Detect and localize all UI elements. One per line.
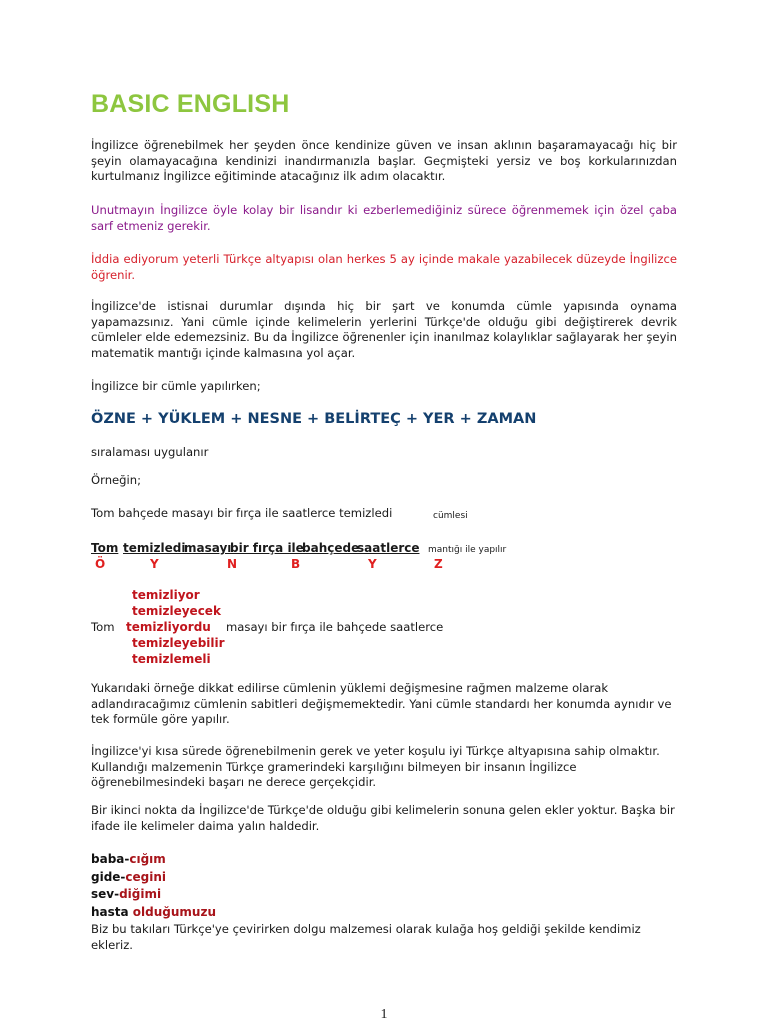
page-title: BASIC ENGLISH [91,90,290,118]
suffix-example: sev-diğimi [91,887,162,901]
example-intro: Örneğin; [91,473,142,487]
example-sentence: Tom bahçede masayı bir fırça ile saatlerce temizledi [91,506,393,520]
closing-paragraph: Biz bu takıları Türkçe'ye çevirirken dolgu malzemesi olarak kulağa hoş geldiği şekilde kendimiz ekleriz. [91,922,641,952]
part-place: bahçede [302,541,360,555]
order-note: sıralaması uygulanır [91,445,209,459]
purple-paragraph: Unutmayın İngilizce öyle kolay bir lisandır ki ezberlemediğiniz sürece öğrenmemek için özel çaba sarf etmeniz gerekir. [91,203,677,233]
example-sentence-note: cümlesi [433,511,468,521]
verb-variant: temizleyebilir [132,636,225,650]
parts-note: mantığı ile yapılır [428,545,507,555]
verb-variant: temizliyor [132,588,200,602]
part-adverb: bir fırça ile [230,541,304,555]
verb-variant-current: temizliyordu [126,620,211,634]
letter-subject: Ö [95,557,106,571]
verb-variant: temizlemeli [132,652,211,666]
prerequisite-paragraph: İngilizce'yi kısa sürede öğrenebilmenin gerek ve yeter koşulu iyi Türkçe altyapısına sahip olmaktır. Kullandığı malzemenin Türkçe gramerindeki karşılığını bilmeyen bir insanın İngilizce öğrenebilmesindeki başarı ne derece gerçekçidir. [91,744,660,790]
variant-subject: Tom [91,620,115,634]
suffix-example: hasta olduğumuzu [91,904,216,919]
suffix-example: baba-cığım [91,852,166,866]
variant-rest: masayı bir fırça ile bahçede saatlerce [226,620,444,634]
letter-place: Y [368,557,377,571]
observation-paragraph: Yukarıdaki örneğe dikkat edilirse cümlenin yüklemi değişmesine rağmen malzeme olarak adlandıracağımız cümlenin sabitleri değişmemektedir. Yani cümle standardı her konumda aynıdır ve tek formüle göre yapılır. [91,681,672,727]
suffix-example: gide-cegini [91,869,167,884]
red-paragraph: İddia ediyorum yeterli Türkçe altyapısı olan herkes 5 ay içinde makale yazabilecek düzeyde İngilizce öğrenir. [91,252,677,282]
structure-paragraph: İngilizce'de istisnai durumlar dışında hiç bir şart ve konumda cümle yapısında oynama yapamazsınız. Yani cümle içinde kelimelerin yerlerini Türkçe'de olduğu gibi değiştirerek devrik cümleler elde edemezsiniz. Bu da İngilizce öğrenenler için inanılmaz kolaylıklar sağlayarak her şeyin matematik mantığı içinde kalmasına yol açar. [91,299,677,360]
sentence-intro: İngilizce bir cümle yapılırken; [91,379,261,393]
letter-verb: Y [150,557,159,571]
part-time: saatlerce [357,541,420,555]
part-object: masayı [184,541,232,555]
verb-variant: temizleyecek [132,604,221,618]
sentence-formula: ÖZNE + YÜKLEM + NESNE + BELİRTEÇ + YER + ZAMAN [91,411,537,427]
suffix-examples [91,850,216,920]
letter-time: Z [434,557,443,571]
letter-object: N [227,557,238,571]
part-subject: Tom [91,541,119,555]
intro-paragraph: İngilizce öğrenebilmek her şeyden önce kendinize güven ve insan aklının başaramayacağı hiç bir şeyin olamayacağına kendinizi inandırmanızla başlar. Geçmişteki yersiz ve boş korkularınızdan kurtulmanız İngilizce eğitiminde atacağınız ilk adım olacaktır. [91,138,677,184]
page-number: 1 [380,1007,388,1022]
letter-adverb: B [291,557,301,571]
part-verb: temizledi [123,541,186,555]
suffix-paragraph: Bir ikinci nokta da İngilizce'de Türkçe'de olduğu gibi kelimelerin sonuna gelen ekler yoktur. Başka bir ifade ile kelimeler daima yalın haldedir. [91,803,675,833]
